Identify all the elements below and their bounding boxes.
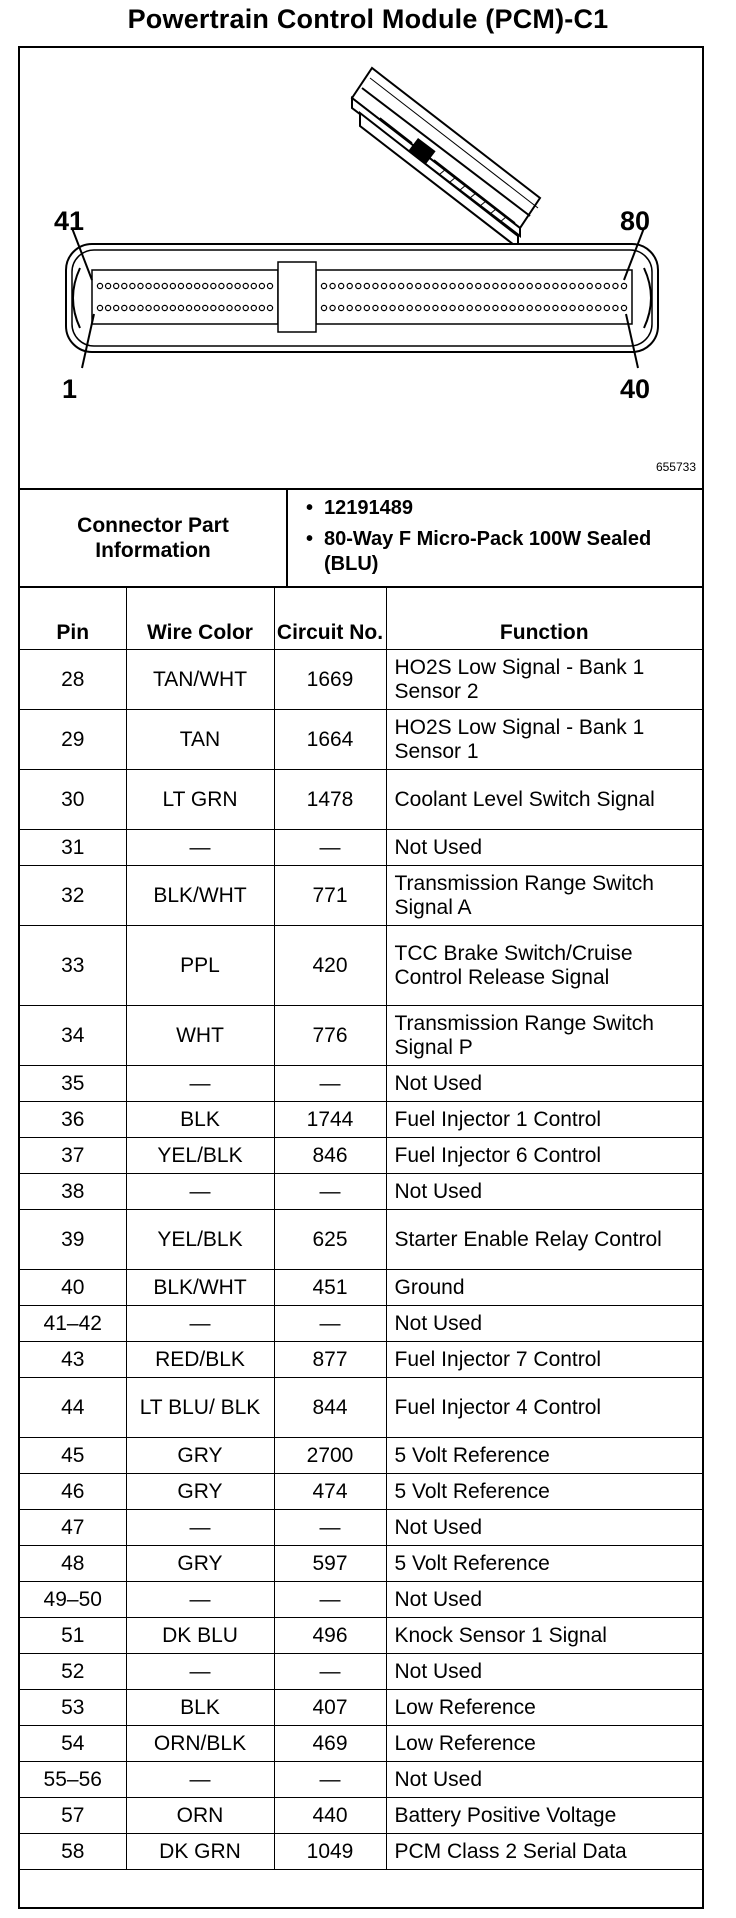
part-description: • 80-Way F Micro-Pack 100W Sealed (BLU) (302, 527, 698, 577)
table-row (20, 1270, 702, 1306)
cell-function: Fuel Injector 6 Control (386, 1138, 702, 1174)
connector-pin (243, 283, 248, 288)
connector-pin (211, 283, 216, 288)
cell-wire-color: GRY (126, 1546, 274, 1582)
cell-circuit-no: 1744 (274, 1102, 386, 1138)
cell-pin: 53 (20, 1690, 126, 1726)
connector-pin (347, 283, 352, 288)
connector-pin (267, 305, 272, 310)
cell-function: Not Used (386, 1066, 702, 1102)
connector-pin (613, 305, 618, 310)
connector-pin (596, 305, 601, 310)
cell-function: HO2S Low Signal - Bank 1 Sensor 2 (386, 650, 702, 710)
cell-wire-color: BLK/WHT (126, 1270, 274, 1306)
connector-pin (561, 283, 566, 288)
cell-wire-color: — (126, 1582, 274, 1618)
connector-pin (146, 283, 151, 288)
connector-pin (399, 305, 404, 310)
cell-circuit-no: 625 (274, 1210, 386, 1270)
connector-pin (519, 305, 524, 310)
cell-function: Knock Sensor 1 Signal (386, 1618, 702, 1654)
table-row (20, 1546, 702, 1582)
connector-pin (211, 305, 216, 310)
cell-function: Not Used (386, 1582, 702, 1618)
table-row (20, 1066, 702, 1102)
cell-pin: 35 (20, 1066, 126, 1102)
cell-wire-color: TAN (126, 710, 274, 770)
connector-pin (441, 283, 446, 288)
table-row (20, 1174, 702, 1210)
cell-circuit-no: — (274, 1306, 386, 1342)
connector-illustration (20, 48, 702, 488)
cell-function: Not Used (386, 1762, 702, 1798)
cell-circuit-no: — (274, 1582, 386, 1618)
connector-pin (373, 283, 378, 288)
cell-wire-color: BLK/WHT (126, 866, 274, 926)
connector-pin (459, 283, 464, 288)
connector-pin (347, 305, 352, 310)
cell-pin: 41–42 (20, 1306, 126, 1342)
connector-pin (235, 283, 240, 288)
cell-function: 5 Volt Reference (386, 1438, 702, 1474)
connector-pin (364, 283, 369, 288)
table-row (20, 1378, 702, 1438)
table-row (20, 1726, 702, 1762)
connector-3d-sketch (352, 68, 540, 248)
cell-circuit-no: — (274, 1762, 386, 1798)
cell-circuit-no: 440 (274, 1798, 386, 1834)
cell-function: TCC Brake Switch/Cruise Control Release Signal (386, 926, 702, 1006)
cell-circuit-no: 420 (274, 926, 386, 1006)
connector-pin (251, 283, 256, 288)
cell-circuit-no: 597 (274, 1546, 386, 1582)
cell-function: Fuel Injector 1 Control (386, 1102, 702, 1138)
cell-function: HO2S Low Signal - Bank 1 Sensor 1 (386, 710, 702, 770)
connector-pin (243, 305, 248, 310)
cell-function: Starter Enable Relay Control (386, 1210, 702, 1270)
table-row (20, 1138, 702, 1174)
pinout-sheet (18, 46, 704, 1909)
connector-pin (219, 305, 224, 310)
connector-pin (390, 305, 395, 310)
cell-pin: 43 (20, 1342, 126, 1378)
table-row (20, 1102, 702, 1138)
connector-pin (339, 283, 344, 288)
cell-circuit-no: 776 (274, 1006, 386, 1066)
connector-figure (20, 48, 702, 488)
connector-pin (553, 283, 558, 288)
connector-pin (146, 305, 151, 310)
cell-circuit-no: 1049 (274, 1834, 386, 1870)
cell-circuit-no: 474 (274, 1474, 386, 1510)
pin-label-80: 80 (620, 206, 651, 236)
cell-function: 5 Volt Reference (386, 1546, 702, 1582)
table-row (20, 1834, 702, 1870)
connector-pin (587, 305, 592, 310)
connector-pin (195, 305, 200, 310)
connector-pin (604, 283, 609, 288)
cell-circuit-no: 451 (274, 1270, 386, 1306)
cell-pin: 49–50 (20, 1582, 126, 1618)
connector-pin (416, 305, 421, 310)
cell-circuit-no: 1664 (274, 710, 386, 770)
connector-pin (321, 283, 326, 288)
connector-pin (373, 305, 378, 310)
table-row (20, 1006, 702, 1066)
connector-pin (544, 305, 549, 310)
cell-function: 5 Volt Reference (386, 1474, 702, 1510)
cell-circuit-no: 844 (274, 1378, 386, 1438)
cell-pin: 47 (20, 1510, 126, 1546)
cell-function: Transmission Range Switch Signal P (386, 1006, 702, 1066)
connector-pin (330, 283, 335, 288)
cell-function: Not Used (386, 1306, 702, 1342)
cell-function: Low Reference (386, 1690, 702, 1726)
connector-pin (467, 283, 472, 288)
cell-function: PCM Class 2 Serial Data (386, 1834, 702, 1870)
cell-circuit-no: — (274, 1654, 386, 1690)
connector-pin (450, 283, 455, 288)
connector-pin (162, 305, 167, 310)
connector-pin (570, 283, 575, 288)
pin-label-41: 41 (54, 206, 85, 236)
pin-label-1: 1 (62, 374, 78, 404)
connector-pin (613, 283, 618, 288)
connector-pin (519, 283, 524, 288)
header-circuit-no: Circuit No. (274, 587, 386, 650)
connector-pin (527, 305, 532, 310)
cell-circuit-no: 1669 (274, 650, 386, 710)
connector-pin (105, 283, 110, 288)
connector-pin (114, 305, 119, 310)
part-info-label: Connector Part Information (20, 490, 288, 586)
connector-pin (130, 283, 135, 288)
figure-id: 655733 (655, 460, 696, 474)
connector-pin (235, 305, 240, 310)
connector-part-info (20, 488, 702, 588)
connector-pin (501, 305, 506, 310)
cell-wire-color: LT GRN (126, 770, 274, 830)
connector-pin (259, 305, 264, 310)
connector-pin (484, 305, 489, 310)
cell-wire-color: — (126, 1306, 274, 1342)
cell-pin: 38 (20, 1174, 126, 1210)
connector-pin (339, 305, 344, 310)
connector-pin (267, 283, 272, 288)
connector-pin (476, 305, 481, 310)
cell-wire-color: LT BLU/ BLK (126, 1378, 274, 1438)
header-function: Function (386, 587, 702, 650)
table-row (20, 1474, 702, 1510)
cell-pin: 32 (20, 866, 126, 926)
cell-wire-color: — (126, 1510, 274, 1546)
pin-label-40: 40 (620, 374, 651, 404)
connector-pin (561, 305, 566, 310)
cell-pin: 54 (20, 1726, 126, 1762)
cell-pin: 45 (20, 1438, 126, 1474)
connector-pin (570, 305, 575, 310)
connector-pin (501, 283, 506, 288)
connector-pin (536, 305, 541, 310)
cell-wire-color: — (126, 1762, 274, 1798)
cell-circuit-no: 877 (274, 1342, 386, 1378)
cell-wire-color: GRY (126, 1438, 274, 1474)
header-pin: Pin (20, 587, 126, 650)
connector-pin (527, 283, 532, 288)
connector-pin (321, 305, 326, 310)
cell-pin: 48 (20, 1546, 126, 1582)
connector-pin (122, 283, 127, 288)
connector-pin (114, 283, 119, 288)
table-row (20, 866, 702, 926)
table-row (20, 830, 702, 866)
connector-pin (587, 283, 592, 288)
connector-pin (416, 283, 421, 288)
table-row (20, 1306, 702, 1342)
cell-circuit-no: — (274, 1510, 386, 1546)
table-row (20, 770, 702, 830)
connector-pin (203, 283, 208, 288)
cell-pin: 58 (20, 1834, 126, 1870)
connector-pin (138, 305, 143, 310)
table-header-row (20, 587, 702, 650)
table-row (20, 1762, 702, 1798)
connector-pin (138, 283, 143, 288)
cell-wire-color: YEL/BLK (126, 1138, 274, 1174)
cell-function: Not Used (386, 830, 702, 866)
connector-pin (544, 283, 549, 288)
connector-pin (186, 283, 191, 288)
connector-pin (596, 283, 601, 288)
cell-function: Not Used (386, 1174, 702, 1210)
connector-pin (476, 283, 481, 288)
connector-pin (178, 283, 183, 288)
cell-pin: 28 (20, 650, 126, 710)
cell-circuit-no: 771 (274, 866, 386, 926)
cell-wire-color: DK BLU (126, 1618, 274, 1654)
connector-pin (162, 283, 167, 288)
cell-wire-color: RED/BLK (126, 1342, 274, 1378)
connector-pin (407, 283, 412, 288)
connector-pin (105, 305, 110, 310)
connector-pin (381, 283, 386, 288)
cell-circuit-no: 496 (274, 1618, 386, 1654)
connector-pin (251, 305, 256, 310)
cell-function: Fuel Injector 4 Control (386, 1378, 702, 1438)
connector-pin (424, 283, 429, 288)
cell-wire-color: — (126, 1174, 274, 1210)
cell-wire-color: ORN (126, 1798, 274, 1834)
connector-pin (493, 305, 498, 310)
table-row (20, 1438, 702, 1474)
cell-pin: 37 (20, 1138, 126, 1174)
connector-pin (219, 283, 224, 288)
cell-wire-color: GRY (126, 1474, 274, 1510)
connector-pin (381, 305, 386, 310)
cell-circuit-no: — (274, 1066, 386, 1102)
connector-pin (330, 305, 335, 310)
cell-wire-color: BLK (126, 1690, 274, 1726)
cell-pin: 40 (20, 1270, 126, 1306)
connector-pin (536, 283, 541, 288)
table-row (20, 1798, 702, 1834)
connector-pin (510, 305, 515, 310)
cell-wire-color: YEL/BLK (126, 1210, 274, 1270)
connector-pin (97, 283, 102, 288)
cell-circuit-no: 407 (274, 1690, 386, 1726)
table-row (20, 1618, 702, 1654)
connector-pin (122, 305, 127, 310)
page-title: Powertrain Control Module (PCM)-C1 (127, 4, 609, 34)
connector-pin (356, 305, 361, 310)
cell-function: Not Used (386, 1654, 702, 1690)
table-row (20, 1210, 702, 1270)
connector-pin (450, 305, 455, 310)
connector-pin (441, 305, 446, 310)
connector-pin (467, 305, 472, 310)
cell-circuit-no: 2700 (274, 1438, 386, 1474)
connector-pin (459, 305, 464, 310)
table-row (20, 650, 702, 710)
connector-pin (424, 305, 429, 310)
connector-pin (390, 283, 395, 288)
connector-pin (579, 283, 584, 288)
cell-function: Not Used (386, 1510, 702, 1546)
connector-pin (154, 305, 159, 310)
cell-circuit-no: — (274, 1174, 386, 1210)
cell-circuit-no: 469 (274, 1726, 386, 1762)
connector-pin (97, 305, 102, 310)
cell-function: Ground (386, 1270, 702, 1306)
cell-pin: 29 (20, 710, 126, 770)
cell-function: Low Reference (386, 1726, 702, 1762)
cell-pin: 46 (20, 1474, 126, 1510)
cell-pin: 51 (20, 1618, 126, 1654)
connector-pin (621, 305, 626, 310)
connector-pin (154, 283, 159, 288)
cell-wire-color: — (126, 1654, 274, 1690)
cell-pin: 31 (20, 830, 126, 866)
table-row (20, 1582, 702, 1618)
part-number: • 12191489 (302, 496, 698, 521)
cell-wire-color: ORN/BLK (126, 1726, 274, 1762)
cell-pin: 33 (20, 926, 126, 1006)
cell-pin: 36 (20, 1102, 126, 1138)
connector-pin (178, 305, 183, 310)
cell-circuit-no: 1478 (274, 770, 386, 830)
table-row (20, 1342, 702, 1378)
connector-pin (364, 305, 369, 310)
connector-pin (130, 305, 135, 310)
cell-wire-color: WHT (126, 1006, 274, 1066)
cell-wire-color: — (126, 1066, 274, 1102)
connector-pin (227, 305, 232, 310)
connector-pin (227, 283, 232, 288)
cell-wire-color: DK GRN (126, 1834, 274, 1870)
connector-pin (259, 283, 264, 288)
table-row (20, 1654, 702, 1690)
connector-pin (399, 283, 404, 288)
table-row (20, 1690, 702, 1726)
cell-wire-color: — (126, 830, 274, 866)
cell-pin: 52 (20, 1654, 126, 1690)
cell-pin: 34 (20, 1006, 126, 1066)
connector-pin (195, 283, 200, 288)
table-row (20, 926, 702, 1006)
connector-pin (170, 305, 175, 310)
cell-function: Coolant Level Switch Signal (386, 770, 702, 830)
header-wire-color: Wire Color (126, 587, 274, 650)
cell-pin: 55–56 (20, 1762, 126, 1798)
cell-function: Battery Positive Voltage (386, 1798, 702, 1834)
connector-pin (407, 305, 412, 310)
cell-function: Transmission Range Switch Signal A (386, 866, 702, 926)
connector-pin (604, 305, 609, 310)
connector-pin (186, 305, 191, 310)
connector-pin (356, 283, 361, 288)
connector-pin (170, 283, 175, 288)
cell-wire-color: PPL (126, 926, 274, 1006)
connector-pin (493, 283, 498, 288)
connector-pin (203, 305, 208, 310)
connector-pin (510, 283, 515, 288)
connector-pin (553, 305, 558, 310)
connector-pin (433, 283, 438, 288)
cell-wire-color: TAN/WHT (126, 650, 274, 710)
cell-function: Fuel Injector 7 Control (386, 1342, 702, 1378)
connector-pin (579, 305, 584, 310)
table-row (20, 1510, 702, 1546)
cell-pin: 57 (20, 1798, 126, 1834)
connector-pin (621, 283, 626, 288)
cell-pin: 30 (20, 770, 126, 830)
cell-circuit-no: 846 (274, 1138, 386, 1174)
connector-pin (433, 305, 438, 310)
part-info-list (302, 496, 698, 577)
cell-pin: 44 (20, 1378, 126, 1438)
cell-wire-color: BLK (126, 1102, 274, 1138)
cell-circuit-no: — (274, 830, 386, 866)
table-row (20, 710, 702, 770)
pinout-table (20, 586, 702, 1870)
connector-face (66, 244, 658, 352)
cell-pin: 39 (20, 1210, 126, 1270)
connector-pin (484, 283, 489, 288)
